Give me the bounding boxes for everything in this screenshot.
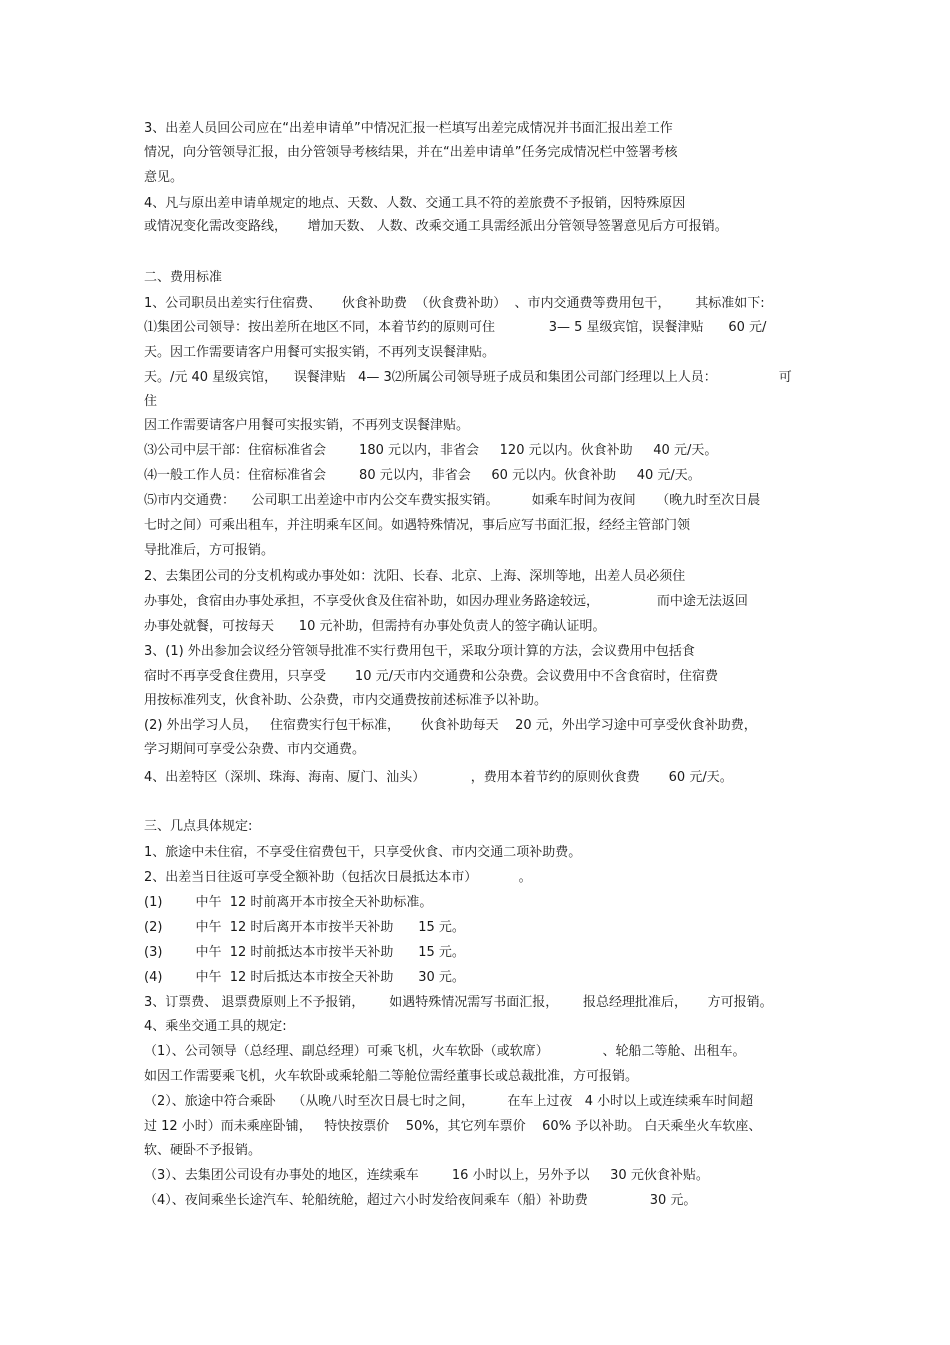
text-line: （2）、旅途中符合乘卧 （从晚八时至次日晨七时之间， 在车上过夜 4 小时以上或连续乘车时间超: [144, 1094, 754, 1109]
text-line: 住: [144, 394, 158, 409]
text-line: 学习期间可享受公杂费、市内交通费。: [144, 742, 366, 757]
text-line: (2) 外出学习人员， 住宿费实行包干标准， 伙食补助每天 20 元，外出学习途中可享受伙食补助费，: [144, 718, 757, 733]
text-line: 过 12 小时）而未乘座卧铺， 特快按票价 50%，其它列车票价 60% 予以补助。 白天乘坐火车软座、: [144, 1119, 762, 1134]
text-line: (3) 中午 12 时前抵达本市按半天补助 15 元。: [144, 945, 465, 960]
text-line: 2、去集团公司的分支机构或办事处如：沈阳、长春、北京、上海、深圳等地，出差人员必须住: [144, 569, 686, 584]
text-line: 4、出差特区（深圳、珠海、海南、厦门、汕头） ，费用本着节约的原则伙食费 60 元/天。: [144, 770, 733, 785]
text-line: 4、乘坐交通工具的规定:: [144, 1019, 287, 1034]
text-line: ⑴集团公司领导：按出差所在地区不同，本着节约的原则可住 3— 5 星级宾馆，误餐津贴 60 元/: [144, 320, 767, 335]
text-line: 七时之间）可乘出租车，并注明乘车区间。如遇特殊情况，事后应写书面汇报，经经主管部门领: [144, 518, 691, 533]
text-line: 宿时不再享受食住费用，只享受 10 元/天市内交通费和公杂费。会议费用中不含食宿时，住宿费: [144, 669, 718, 684]
text-line: 3、(1) 外出参加会议经分管领导批准不实行费用包干，采取分项计算的方法，会议费用中包括食: [144, 644, 695, 659]
text-line: 软、硬卧不予报销。: [144, 1143, 262, 1158]
text-line: (4) 中午 12 时后抵达本市按全天补助 30 元。: [144, 970, 465, 985]
section-heading: 二、费用标准: [144, 270, 223, 285]
text-line: 用按标准列支，伙食补助、公杂费，市内交通费按前述标准予以补助。: [144, 693, 548, 708]
text-line: 3、订票费、 退票费原则上不予报销， 如遇特殊情况需写书面汇报， 报总经理批准后， 方可报销。: [144, 995, 773, 1010]
text-line: （4）、夜间乘坐长途汽车、轮船统舱，超过六小时发给夜间乘车（船）补助费 30 元。: [144, 1193, 697, 1208]
text-line: 办事处就餐，可按每天 10 元补助，但需持有办事处负责人的签字确认证明。: [144, 619, 606, 634]
text-line: 天。因工作需要请客户用餐可实报实销，不再列支误餐津贴。: [144, 345, 496, 360]
text-line: 情况，向分管领导汇报，由分管领导考核结果，并在“出差申请单”任务完成情况栏中签署考核: [144, 145, 678, 160]
text-line: ⑸市内交通费： 公司职工出差途中市内公交车费实报实销。 如乘车时间为夜间 （晚九时至次日晨: [144, 493, 761, 508]
text-line: ⑷一般工作人员：住宿标准省会 80 元以内，非省会 60 元以内。伙食补助 40 元/天。: [144, 468, 701, 483]
text-line: （3）、去集团公司设有办事处的地区，连续乘车 16 小时以上，另外予以 30 元伙食补贴。: [144, 1168, 709, 1183]
text-line: 导批准后，方可报销。: [144, 543, 275, 558]
text-line: 因工作需要请客户用餐可实报实销，不再列支误餐津贴。: [144, 418, 470, 433]
text-line: (2) 中午 12 时后离开本市按半天补助 15 元。: [144, 920, 465, 935]
section-heading: 三、几点具体规定:: [144, 819, 253, 834]
text-line: 1、公司职员出差实行住宿费、 伙食补助费 （伙食费补助） 、市内交通费等费用包干， 其标准如下:: [144, 296, 765, 311]
text-line: 天。/元 40 星级宾馆， 误餐津贴 4— 3⑵所属公司领导班子成员和集团公司部门经理以上人员： 可: [144, 370, 792, 385]
text-line: 4、凡与原出差申请单规定的地点、天数、人数、交通工具不符的差旅费不予报销，因特殊原因: [144, 196, 686, 211]
text-line: （1）、公司领导（总经理、副总经理）可乘飞机，火车软卧（或软席） 、轮船二等舱、出租车。: [144, 1044, 746, 1059]
text-line: 3、出差人员回公司应在“出差申请单”中情况汇报一栏填写出差完成情况并书面汇报出差工作: [144, 121, 673, 136]
text-line: 意见。: [144, 170, 184, 185]
text-line: (1) 中午 12 时前离开本市按全天补助标准。: [144, 895, 433, 910]
text-line: 1、旅途中未住宿，不享受住宿费包干，只享受伙食、市内交通二项补助费。: [144, 845, 582, 860]
text-line: 2、出差当日往返可享受全额补助（包括次日晨抵达本市） 。: [144, 870, 532, 885]
text-line: ⑶公司中层干部：住宿标准省会 180 元以内，非省会 120 元以内。伙食补助 40 元/天。: [144, 443, 718, 458]
text-line: 如因工作需要乘飞机，火车软卧或乘轮船二等舱位需经董事长或总裁批准，方可报销。: [144, 1069, 639, 1084]
text-line: 或情况变化需改变路线， 增加天数、 人数、改乘交通工具需经派出分管领导签署意见后方可报销。: [144, 219, 728, 234]
text-line: 办事处，食宿由办事处承担，不享受伙食及住宿补助，如因办理业务路途较远， 而中途无法返回: [144, 594, 748, 609]
